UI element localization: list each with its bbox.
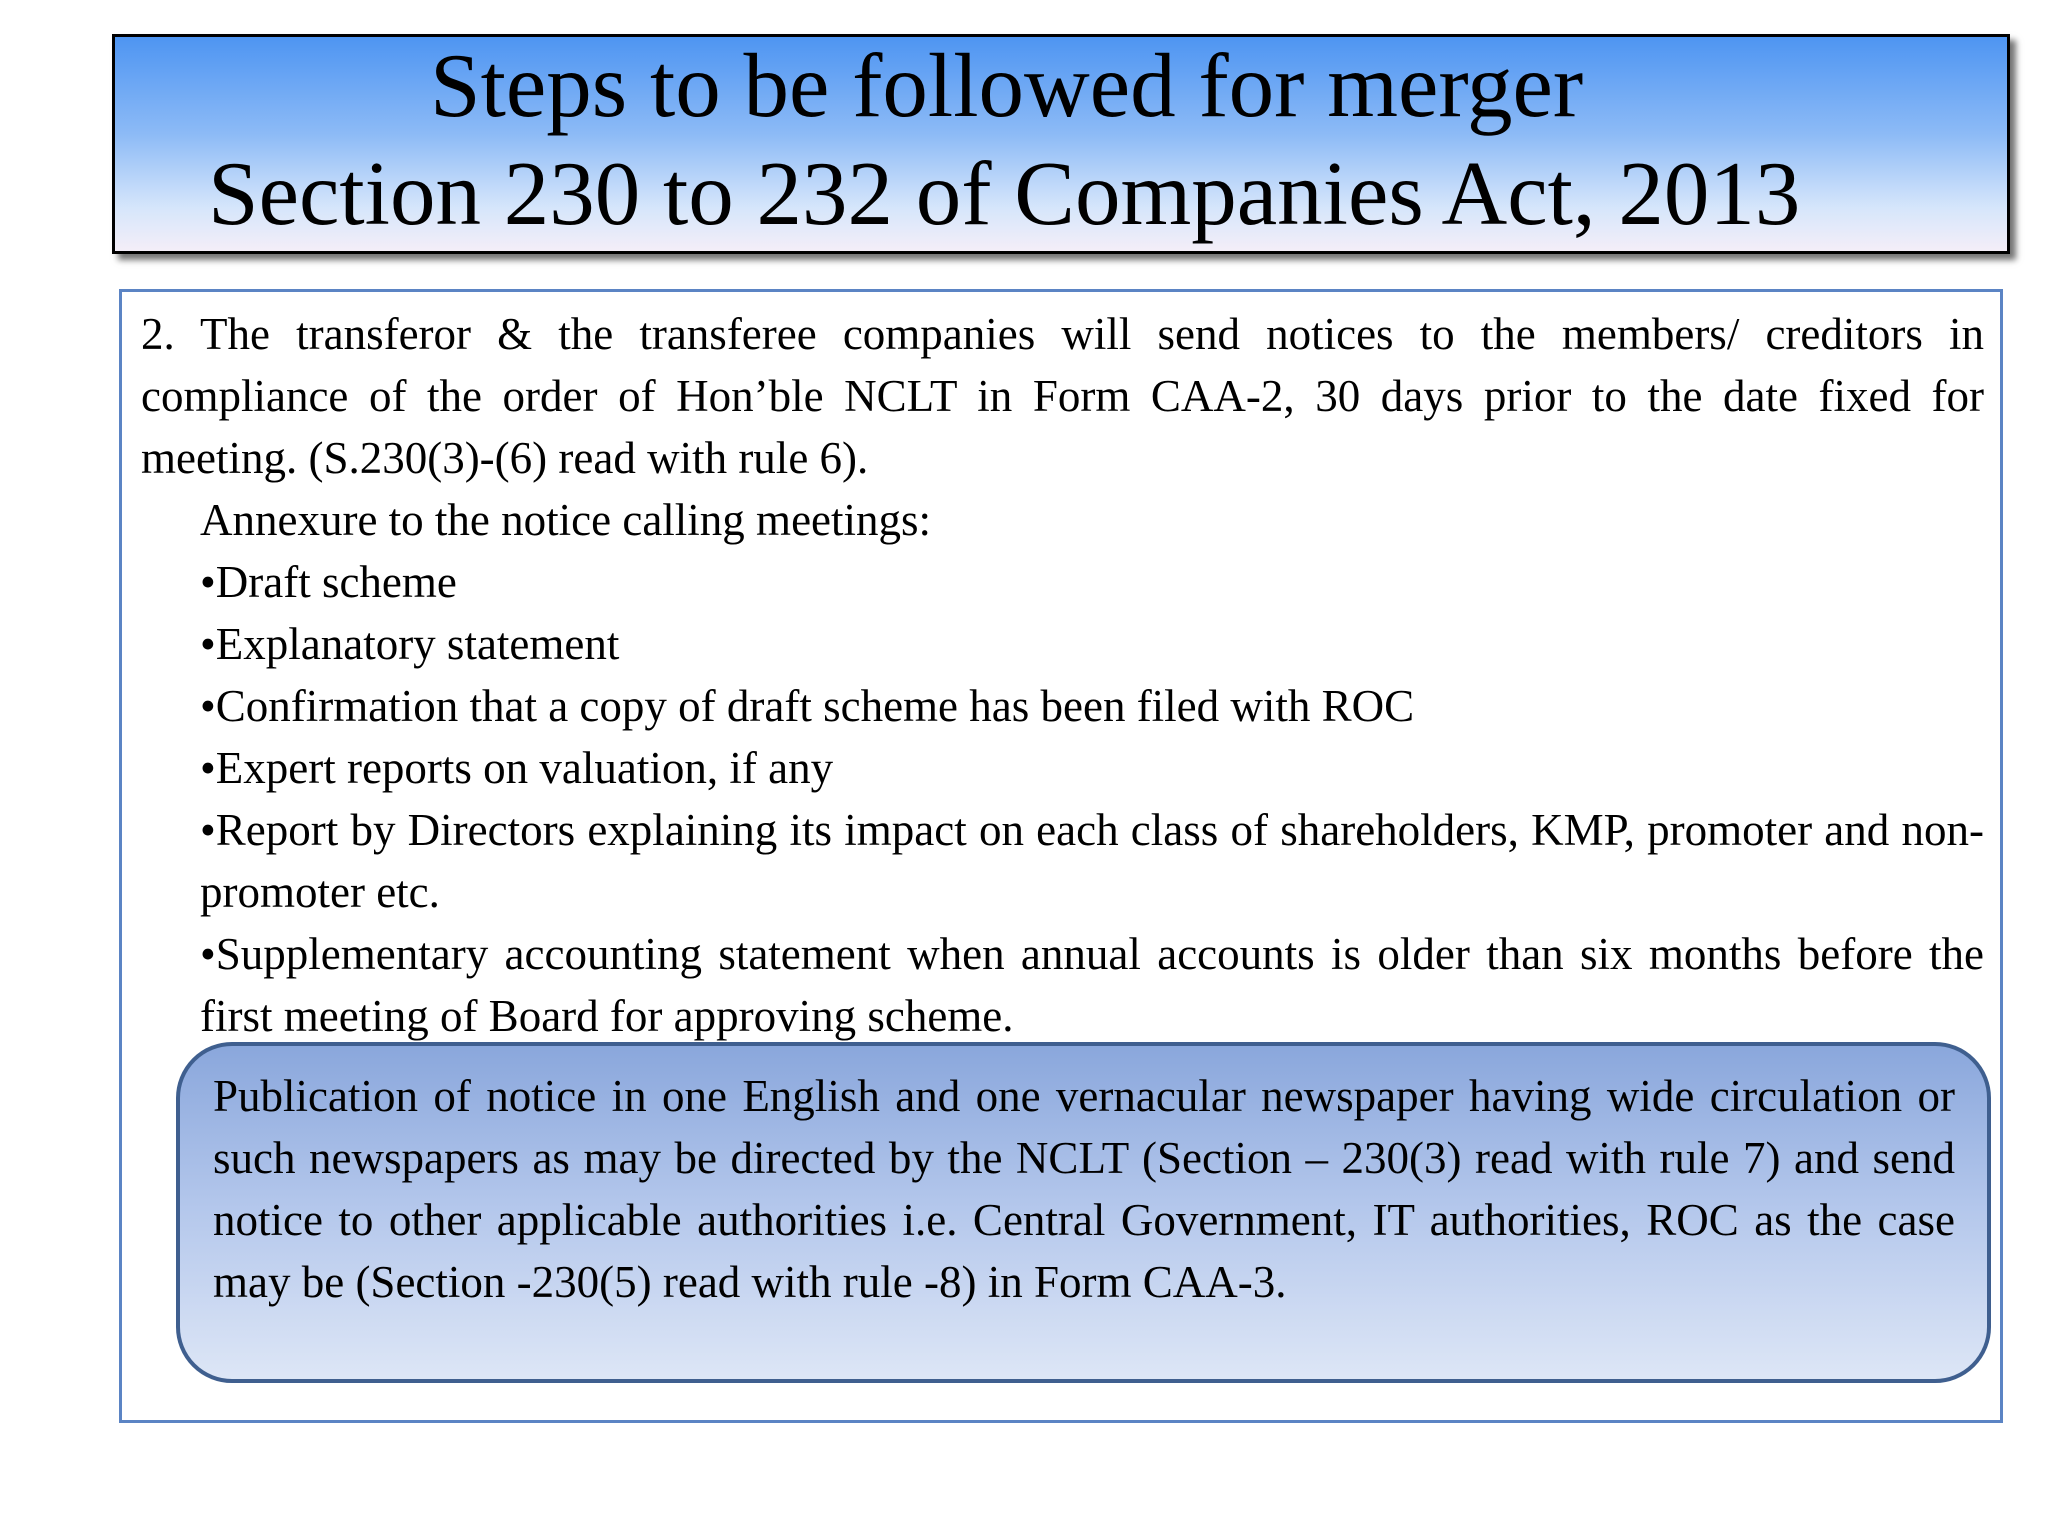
annexure-intro: Annexure to the notice calling meetings:	[200, 495, 932, 545]
annexure-item-expert-reports: •Expert reports on valuation, if any	[200, 743, 834, 793]
annexure-item-roc-confirmation: •Confirmation that a copy of draft scheme has been filed with ROC	[200, 681, 1415, 731]
annexure-item-draft-scheme: •Draft scheme	[200, 557, 457, 607]
slide-title-line-1: Steps to be followed for merger	[430, 35, 1584, 136]
slide-title-line-2: Section 230 to 232 of Companies Act, 2013	[208, 143, 1801, 244]
publication-note-text: Publication of notice in one English and one vernacular newspaper having wide circulation or such newspapers as may be directed by the NCLT (Section – 230(3) read with rule 7) and send notice to other applicable authorities i.e. Central Government, IT authorities, ROC as the case may be (Section -230(5) read with rule -8) in Form CAA-3.	[213, 1071, 1955, 1307]
annexure-item-explanatory-statement: •Explanatory statement	[200, 619, 620, 669]
step-paragraph: 2. The transferor & the transferee companies will send notices to the members/ creditors in compliance of the order of Hon’ble NCLT in Form CAA-2, 30 days prior to the date fixed for meeting. (S.230(3)-(6) read with rule 6).	[141, 309, 1984, 483]
annexure-item-supplementary-statement: •Supplementary accounting statement when annual accounts is older than six months before the first meeting of Board for approving scheme.	[200, 929, 1984, 1041]
annexure-list	[200, 489, 1984, 1047]
annexure-item-directors-report: •Report by Directors explaining its impact on each class of shareholders, KMP, promoter and non-promoter etc.	[200, 805, 1984, 917]
